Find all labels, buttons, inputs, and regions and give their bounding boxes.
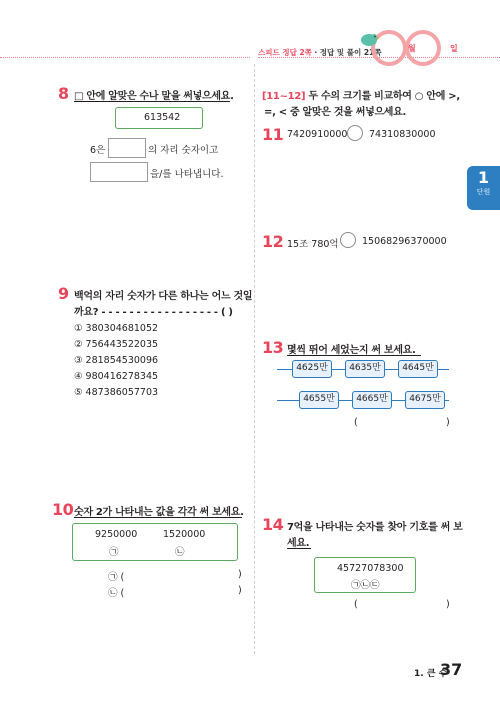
question-10-value-b: 1520000: [163, 529, 206, 540]
question-8-underline: [74, 101, 230, 102]
question-12-compare-circle[interactable]: [340, 232, 356, 248]
question-9-option-3[interactable]: ③ 281854530096: [74, 355, 159, 366]
question-11-12-range: [11~12]: [262, 91, 306, 102]
question-10-text: 숫자 2가 나타내는 값을 각각 써 보세요.: [74, 507, 244, 518]
question-11-12-intro-line1: [262, 87, 460, 102]
question-13-chip-3: 4645만: [398, 360, 438, 378]
question-8-text: □ 안에 알맞은 수나 말을 써넣으세요.: [74, 91, 234, 102]
question-8-value: 613542: [144, 112, 181, 123]
question-8-place-answer-box[interactable]: [108, 138, 146, 158]
question-9-text-line2: 까요? - - - - - - - - - - - - - - - - - ( ): [74, 307, 233, 318]
bird-icon: [358, 30, 380, 48]
question-14-answer-close: ): [446, 599, 450, 610]
question-9-option-5[interactable]: ⑤ 487386057703: [74, 387, 159, 398]
question-11-left: 7420910000: [287, 129, 348, 140]
question-12-left: 15조 780억: [287, 239, 339, 250]
question-10-number: 10: [52, 500, 74, 519]
question-11-number: 11: [262, 125, 284, 144]
question-13-text: 몇씩 뛰어 세었는지 써 보세요.: [287, 345, 416, 356]
question-11-12-intro-line2: =, < 중 알맞은 것을 써넣으세요.: [264, 107, 407, 118]
question-13-chip-6: 4675만: [405, 391, 445, 409]
question-10-answer-b[interactable]: ㉡ (: [108, 588, 125, 599]
question-11-right: 74310830000: [369, 129, 436, 140]
question-14-marks: ㉠㉡㉢: [351, 580, 380, 591]
question-13-chip-1: 4625만: [292, 360, 332, 378]
question-13-chip-5: 4665만: [352, 391, 392, 409]
question-14-text-line1: 7억을 나타내는 숫자를 찾아 기호를 써 보: [287, 522, 463, 533]
header-dotted-line-left: [0, 57, 250, 58]
question-13-number: 13: [262, 338, 284, 357]
question-8-number-box: [115, 107, 203, 129]
question-9-number: 9: [58, 284, 69, 303]
footer-page-number: 37: [440, 660, 463, 679]
answer-label: 스피드 정답 2쪽: [258, 48, 312, 57]
question-10-underline: [74, 517, 242, 518]
question-14-text-line2: 세요.: [287, 538, 310, 549]
question-9-option-4[interactable]: ④ 980416278345: [74, 371, 159, 382]
question-10-answer-a[interactable]: ㉠ (: [108, 572, 125, 583]
question-10-value-a: 9250000: [95, 529, 138, 540]
question-11-compare-circle[interactable]: [347, 125, 363, 141]
question-9-option-1[interactable]: ① 380304681052: [74, 323, 159, 334]
question-8-line1-prefix: 6은: [90, 145, 106, 156]
question-10-mark-a: ㉠: [109, 547, 119, 558]
question-10-number-box: [72, 523, 238, 561]
header-answer-ref: [258, 47, 382, 58]
question-10-mark-b: ㉡: [175, 547, 185, 558]
question-8-line2-suffix: 을/를 나타냅니다.: [150, 169, 224, 180]
question-10-answer-b-close: ): [238, 585, 242, 596]
day-label: 일: [450, 44, 458, 53]
footer-chapter-label: 1. 큰 수: [414, 669, 448, 679]
chapter-tab[interactable]: [467, 166, 500, 210]
question-13-answer-open[interactable]: (: [354, 417, 358, 428]
question-11-12-intro-text1: 두 수의 크기를 비교하여 ○ 안에 >,: [308, 91, 460, 102]
question-12-right: 15068296370000: [362, 236, 447, 247]
question-14-underline: [287, 548, 311, 549]
solution-label: · 정답 및 풀이 21쪽: [314, 48, 382, 57]
question-14-answer-open[interactable]: (: [354, 599, 358, 610]
question-13-underline: [287, 355, 421, 356]
question-10-answer-a-close: ): [238, 569, 242, 580]
month-label: 월: [408, 44, 416, 53]
question-9-option-2[interactable]: ② 756443522035: [74, 339, 159, 350]
chapter-number: 1: [477, 168, 490, 187]
question-13-answer-close: ): [446, 417, 450, 428]
question-13-chip-2: 4635만: [345, 360, 385, 378]
question-8-line1-suffix: 의 자리 숫자이고: [148, 145, 219, 156]
column-divider: [254, 64, 255, 654]
question-8-number: 8: [58, 84, 69, 103]
question-9-text-line1: 백억의 자리 숫자가 다른 하나는 어느 것일: [74, 291, 253, 302]
question-14-number-box: [314, 557, 416, 593]
question-13-chip-4: 4655만: [299, 391, 339, 409]
question-12-number: 12: [262, 232, 284, 251]
chapter-label: 단원: [476, 188, 491, 196]
question-14-value: 45727078300: [337, 563, 404, 574]
question-8-value-answer-box[interactable]: [90, 162, 148, 182]
question-14-number: 14: [262, 515, 284, 534]
